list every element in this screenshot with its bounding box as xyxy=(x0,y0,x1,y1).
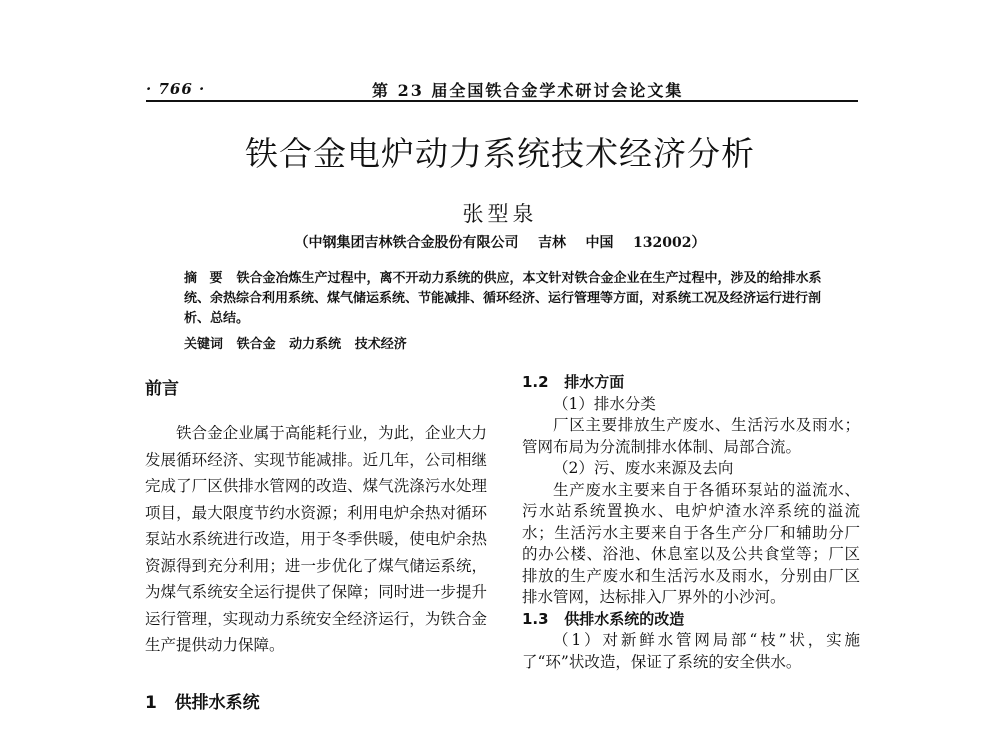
paper-title: 铁合金电炉动力系统技术经济分析 xyxy=(245,134,755,173)
section-1-3-heading: 1.3 供排水系统的改造 xyxy=(522,609,685,628)
author-name: 张型泉 xyxy=(462,202,538,226)
section-1-2-sub2: （2）污、废水来源及去向 xyxy=(553,459,734,477)
keywords xyxy=(184,333,407,352)
right-column xyxy=(522,372,860,673)
abstract-text: 铁合金冶炼生产过程中，离不开动力系统的供应，本文针对铁合金企业在生产过程中，涉及的给排水系统、余热综合利用系统、煤气储运系统、节能减排、循环经济、运行管理等方面，对系统工况及经济运行进行剖析、总结。 xyxy=(184,271,822,326)
section-1-2-sub1: （1）排水分类 xyxy=(553,394,656,413)
header-rule xyxy=(146,100,858,102)
keywords-list: 铁合金 动力系统 技术经济 xyxy=(236,337,407,352)
section-1-2-sub2-text: 生产废水主要来自于各循环泵站的溢流水、污水站系统置换水、电炉炉渣水淬系统的溢流水；生活污水主要来自于各生产分厂和辅助分厂的办公楼、浴池、休息室以及公共食堂等；厂区排放的生产废水和生活污水及雨水，分别由厂区排水管网，达标排入厂界外的小沙河。 xyxy=(522,480,860,606)
left-column xyxy=(145,420,487,659)
keywords-label: 关键词 xyxy=(184,337,224,352)
section-1-3-text: （1）对新鲜水管网局部“枝”状，实施了“环”状改造，保证了系统的安全供水。 xyxy=(522,631,860,671)
section-1-2-heading: 1.2 排水方面 xyxy=(522,373,625,391)
abstract xyxy=(184,269,834,329)
page-number: · 766 · xyxy=(146,80,206,98)
abstract-label: 摘 要 xyxy=(184,271,227,286)
running-header-title: 第 23 届全国铁合金学术研讨会论文集 xyxy=(372,81,684,100)
section-1-2-sub1-text: 厂区主要排放生产废水、生活污水及雨水；管网布局为分流制排水体制、局部合流。 xyxy=(522,416,860,456)
preface-paragraph: 铁合金企业属于高能耗行业，为此，企业大力发展循环经济、实现节能减排。近几年，公司相继完成了厂区供排水管网的改造、煤气洗涤污水处理项目，最大限度节约水资源；利用电炉余热对循环泵站水系统进行改造，用于冬季供暖，使电炉余热资源得到充分利用；进一步优化了煤气储运系统，为煤气系统安全运行提供了保障；同时进一步提升运行管理，实现动力系统安全经济运行，为铁合金生产提供动力保障。 xyxy=(145,424,487,654)
section-1-heading: 1 供排水系统 xyxy=(145,693,260,713)
preface-heading: 前言 xyxy=(145,379,179,399)
author-affiliation: （中钢集团吉林铁合金股份有限公司 吉林 中国 132002） xyxy=(294,235,706,251)
